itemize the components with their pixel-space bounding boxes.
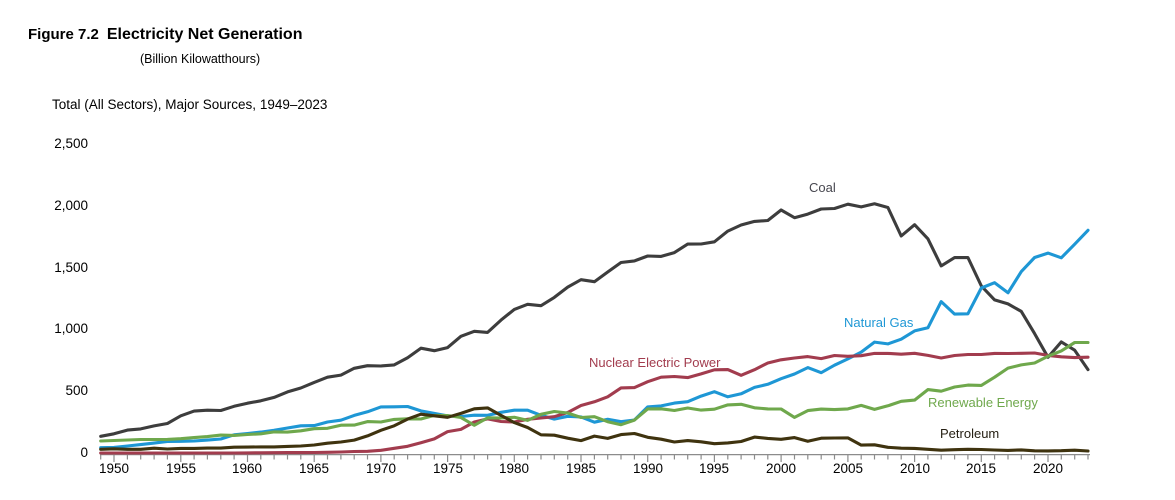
series-note: Total (All Sectors), Major Sources, 1949–2023: [52, 97, 328, 112]
y-axis-label-500: 500: [65, 383, 88, 398]
x-axis-label-2005: 2005: [832, 461, 864, 476]
x-axis-label-1990: 1990: [632, 461, 664, 476]
x-axis-label-2015: 2015: [965, 461, 997, 476]
series-label-coal: Coal: [809, 180, 836, 195]
y-axis-label-1000: 1,000: [54, 321, 88, 336]
y-axis-label-2500: 2,500: [54, 136, 88, 151]
x-axis-label-1950: 1950: [98, 461, 130, 476]
x-axis-label-1960: 1960: [231, 461, 263, 476]
series-label-natural-gas: Natural Gas: [844, 315, 914, 330]
figure-number: Figure 7.2: [28, 26, 99, 43]
x-axis-label-1980: 1980: [498, 461, 530, 476]
figure-title-text: Electricity Net Generation: [106, 26, 303, 43]
figure-units: (Billion Kilowatthours): [140, 52, 261, 66]
series-label-nuclear-electric-power: Nuclear Electric Power: [589, 355, 721, 370]
y-axis-label-1500: 1,500: [54, 260, 88, 275]
x-axis-label-1955: 1955: [165, 461, 197, 476]
y-axis-label-2000: 2,000: [54, 198, 88, 213]
x-axis-label-1975: 1975: [432, 461, 464, 476]
x-axis-label-1985: 1985: [565, 461, 597, 476]
y-axis-label-0: 0: [80, 445, 88, 460]
x-axis-label-1965: 1965: [298, 461, 330, 476]
x-axis-label-1970: 1970: [365, 461, 397, 476]
x-axis-label-2010: 2010: [899, 461, 931, 476]
series-label-renewable-energy: Renewable Energy: [928, 395, 1038, 410]
x-axis-label-1995: 1995: [698, 461, 730, 476]
series-label-petroleum: Petroleum: [940, 426, 1000, 441]
x-axis-label-2000: 2000: [765, 461, 797, 476]
x-axis-label-2020: 2020: [1032, 461, 1064, 476]
